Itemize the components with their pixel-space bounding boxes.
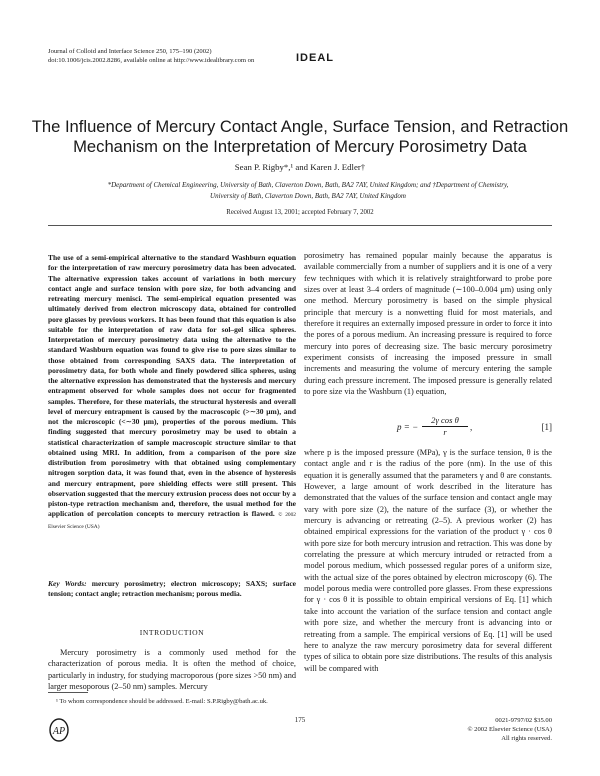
correspondence-footnote: ¹ To whom correspondence should be addressed. E-mail: S.P.Rigby@bath.ac.uk. (56, 698, 268, 705)
abstract (48, 253, 296, 532)
header-divider (48, 225, 552, 226)
page-number: 175 (294, 716, 306, 724)
footnote-divider (48, 692, 88, 693)
publisher-copyright: © 2002 Elsevier Science (USA) (467, 726, 552, 733)
keywords (48, 579, 296, 600)
publisher-info (430, 716, 552, 743)
journal-citation: Journal of Colloid and Interface Science 250, 175–190 (2002) (48, 48, 212, 55)
title-line-2: Mechanism on the Interpretation of Mercury Porosimetry Data (73, 137, 527, 156)
title-line-1: The Influence of Mercury Contact Angle, Surface Tension, and Retraction (31, 117, 569, 136)
affiliation-line-1: *Department of Chemical Engineering, University of Bath, Claverton Down, Bath, BA2 7AY, United Kingdom; and †Department of Chemistry, (107, 181, 509, 189)
ap-logo-text: AP (52, 726, 66, 737)
affiliation-line-2: University of Bath, Claverton Down, Bath, BA2 7AY, United Kingdom (210, 192, 406, 200)
article-title (30, 117, 570, 157)
abstract-copyright: © 2002 Elsevier Science (USA) (48, 512, 296, 530)
author-list: Sean P. Rigby*,¹ and Karen J. Edler† (234, 162, 366, 172)
journal-header (48, 47, 408, 65)
equation-denominator: r (443, 427, 447, 437)
ideal-logo (296, 52, 334, 64)
right-column-paragraph-1: porosimetry has remained popular mainly because the apparatus is available commercially from a number of suppliers and it is one of a very few techniques with which it is relatively straightforward to probe pore sizes over at least 3–4 orders of magnitude (∼100–0.004 μm) using only one method. Mercury porosimetry is based on the simple physical principle that mercury is a nonwetting fluid for most materials, and therefore it requires an externally imposed pressure in order to force it into the pores of a porous medium. An increasing pressure is required to force mercury into pores of decreasing size. The basic mercury porosimetry experiment consists of increasing the imposed pressure in small increments and measuring the volume of mercury entering the sample during each pressure increment. The imposed pressure is generally related to pore size via the Washburn (1) equation, (304, 251, 552, 397)
equation-lhs: p = − (397, 422, 419, 432)
equation-number: [1] (541, 422, 552, 432)
doi-line: doi:10.1006/jcis.2002.8286, available online at http://www.idealibrary.com on (48, 57, 255, 64)
equation-numerator: 2γ cos θ (422, 415, 468, 427)
section-heading-introduction: INTRODUCTION (139, 628, 205, 637)
affiliation (58, 180, 558, 202)
equation-fraction (422, 415, 468, 437)
received-date: Received August 13, 2001; accepted February 7, 2002 (226, 209, 374, 216)
keywords-label: Key Words: (48, 579, 87, 588)
washburn-equation (304, 415, 552, 441)
issn: 0021-9797/02 $35.00 (495, 717, 552, 724)
rights-reserved: All rights reserved. (501, 735, 552, 742)
intro-paragraph: Mercury porosimetry is a commonly used method for the characterization of porous media. It is often the method of choice, particularly in industry, for studying macroporous (pore sizes >50 nm) and larger mesoporous (2–50 nm) samples. Mercury (48, 648, 296, 691)
right-column-paragraph-2: where p is the imposed pressure (MPa), γ is the surface tension, θ is the contact angle and r is the radius of the pore (nm). In the use of this equation it is generally assumed that the parameters γ and θ are constants. However, a large amount of work described in the literature has demonstrated that the values of the surface tension and contact angle may vary with pore size (2), the nature of the surface (3), or whether the mercury is advancing or retreating (2–5). A previous worker (2) has obtained empirical expressions for the variation of the product γ · cos θ with pore size for both mercury intrusion and retraction. This was done by correlating the pressure at which mercury intruded or retracted from a model porous medium, which possessed regular pores of a uniform size, with the actual size of the pores obtained by electron microscopy (6). The model porous media were controlled pore glasses. From these expressions for γ · cos θ it is possible to obtain empirical versions of Eq. [1] which take into account the variation of the surface tension and contact angle with pore size, and whether the mercury front is advancing into or retreating from a sample. The empirical versions of Eq. [1] will be used here to analyze the raw mercury porosimetry data for several different types of silica to obtain pore size distributions. The results of this analysis will be compared with (304, 448, 552, 673)
equation-trail: , (470, 422, 473, 432)
ideal-logo-text: IDEAL (296, 52, 334, 64)
keywords-text: mercury porosimetry; electron microscopy; SAXS; surface tension; contact angle; retraction mechanism; porous media. (48, 579, 296, 599)
abstract-text: The use of a semi-empirical alternative to the standard Washburn equation for the interpretation of raw mercury porosimetry data has been advocated. The alternative expression takes account of variations in both mercury contact angle and surface tension with pore size, for both advancing and retreating mercury menisci. The semi-empirical equation presented was ultimately derived from electron microscopy data, obtained for controlled pore glasses by previous workers. It has been found that this equation is also suitable for the interpretation of raw data for sol–gel silica spheres. Interpretation of mercury porosimetry data using the alternative to the standard Washburn equation was found to give rise to pore sizes similar to those obtained from corresponding SAXS data. The interpretation of porosimetry data, for both whole and finely powdered silica spheres, using the alternative expression has demonstrated that the hysteresis and mercury entrapment observed for whole samples does not occur for fragmented samples. Therefore, for these materials, the structural hysteresis and overall level of mercury entrapment is caused by the macroscopic (>∼30 μm), and not the microscopic (<∼30 μm), properties of the porous medium. This finding suggested that mercury porosimetry may be used to obtain a statistical characterization of sample macroscopic structure similar to that obtained using MRI. In addition, from a comparison of the pore size distribution from porosimetry with that obtained using complementary nitrogen sorption data, it was found that, even in the absence of hysteresis and mercury entrapment, pore shielding effects were still present. This observation suggested that the mercury extrusion process does not occur by a piston-type retraction mechanism and, therefore, the usual method for the application of percolation concepts to mercury retraction is flawed. (48, 253, 296, 519)
